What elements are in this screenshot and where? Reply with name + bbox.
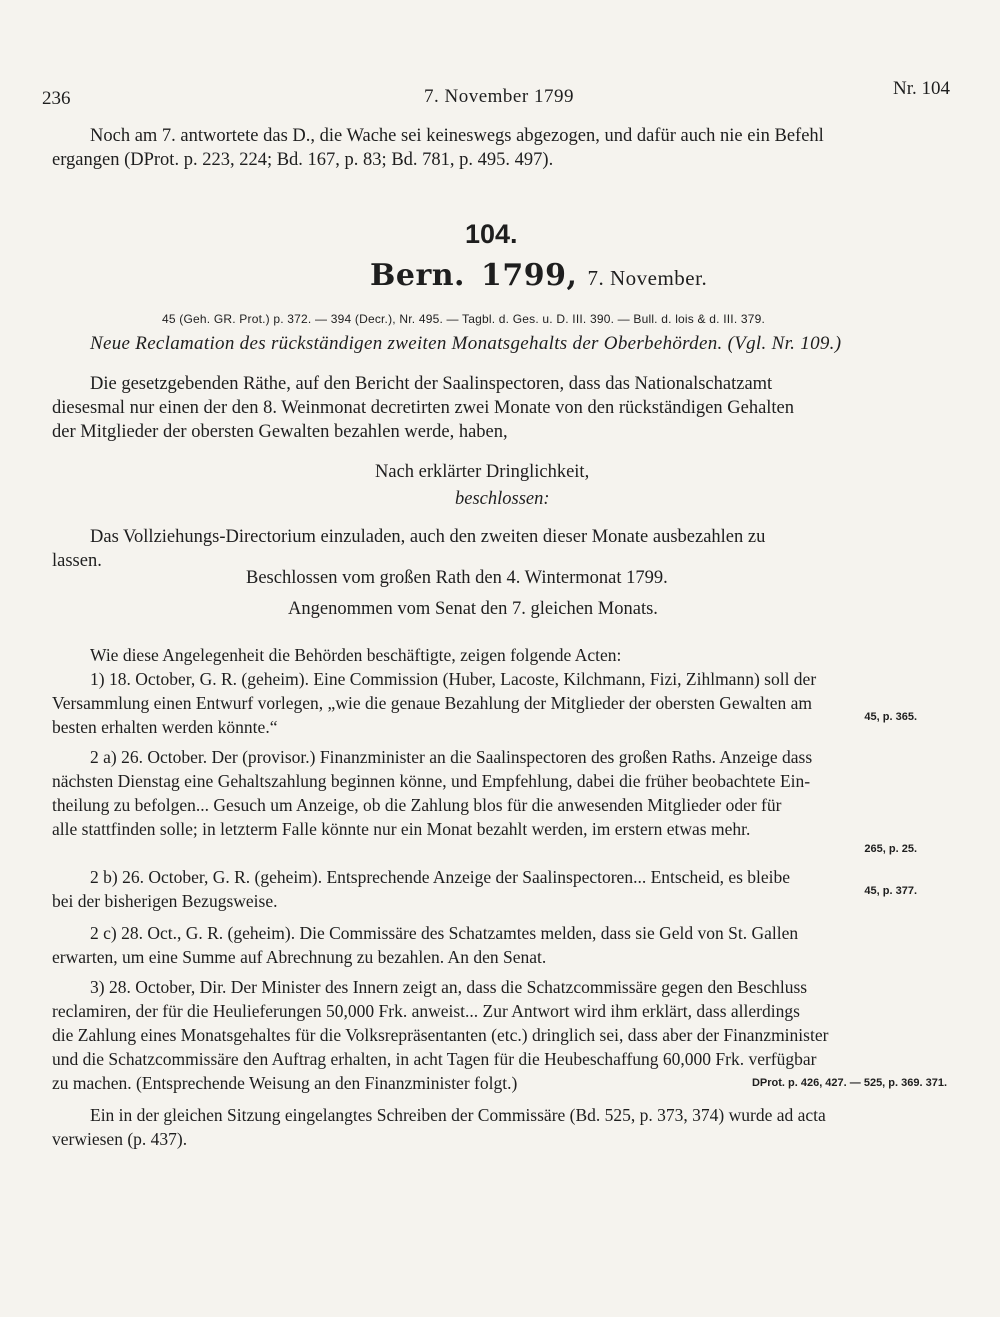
text-line: der Mitglieder der obersten Gewalten bezahlen werde, haben, [52,422,508,442]
section-place: Bern. [370,258,466,293]
archive-ref: 45, p. 365. [864,711,917,723]
source-references: 45 (Geh. GR. Prot.) p. 372. — 394 (Decr.), Nr. 495. — Tagbl. d. Ges. u. D. III. 390. — Bull. d. lois & d. III. 379. [162,312,766,326]
text-line: verwiesen (p. 437). [52,1129,188,1149]
text-line: diesesmal nur einen der den 8. Weinmonat decretirten zwei Monate von den rückständigen Gehalten [52,398,795,418]
section-subtitle: Neue Reclamation des rückständigen zweiten Monatsgehalts der Oberbehörden. (Vgl. Nr. 109.) [90,333,842,354]
intro-paragraph [52,124,957,172]
text-line-with-ref [52,885,957,913]
text-line: bei der bisherigen Bezugsweise. [52,891,278,911]
text-line: Die gesetzgebenden Räthe, auf den Bericht der Saalinspectoren, dass das Nationalschatzamt [90,374,773,394]
text-line: reclamiren, der für die Heulieferungen 50,000 Frk. anweist... Zur Antwort wird ihm erklärt, dass allerdings [52,1001,800,1021]
passed-senate: Angenommen vom Senat den 7. gleichen Monats. [288,599,658,619]
archive-ref: DProt. p. 426, 427. — 525, p. 369. 371. [751,1077,947,1089]
archive-ref: 265, p. 25. [864,843,917,855]
text-line-with-ref [52,1071,957,1095]
text-line: 3) 28. October, Dir. Der Minister des Innern zeigt an, dass die Schatzcommissäre gegen den Beschluss [90,977,808,997]
ref-line [52,841,957,855]
section-date: 7. November. [587,266,708,290]
text-line: theilung zu befolgen... Gesuch um Anzeige, ob die Zahlung blos für die anwesenden Mitglieder oder für [52,795,782,815]
text-line: alle stattfinden solle; in letzterm Falle könnte nur ein Monat bezahlt werden, im erstern etwas mehr. [52,819,751,839]
text-line: Versammlung einen Entwurf vorlegen, „wie die genaue Bezahlung der Mitglieder der obersten Gewalten am [52,693,813,713]
text-line: und die Schatzcommissäre den Auftrag erhalten, in acht Tagen für die Heubeschaffung 60,000 Frk. verfügbar [52,1049,817,1069]
page-number: 236 [42,88,71,109]
resolved-line: beschlossen: [455,489,550,509]
text-line-with-ref [52,711,957,739]
header-date: 7. November 1799 [424,86,574,107]
text-line: Ein in der gleichen Sitzung eingelangtes Schreiben der Commissäre (Bd. 525, p. 373, 374) wurde ad acta [90,1105,826,1125]
text-line: Das Vollziehungs-Directorium einzuladen, auch den zweiten dieser Monate ausbezahlen zu [90,527,766,547]
text-line: die Zahlung eines Monatsgehaltes für die Volksrepräsentanten (etc.) dringlich sei, dass aber der Finanzminister [52,1025,829,1045]
text-line: 2 b) 26. October, G. R. (geheim). Entsprechende Anzeige der Saalinspectoren... Entscheid, es bleibe [90,867,791,887]
text-line: zu machen. (Entsprechende Weisung an den Finanzminister folgt.) [52,1073,518,1093]
text-line: 2 c) 28. Oct., G. R. (geheim). Die Commissäre des Schatzamtes melden, dass sie Geld von St. Gallen [90,923,799,943]
text-line: 2 a) 26. October. Der (provisor.) Finanzminister an die Saalinspectoren des großen Raths. Anzeige dass [90,747,813,767]
acts-section [52,643,957,1151]
text-line: besten erhalten werden könnte.“ [52,717,278,737]
text-line: 1) 18. October, G. R. (geheim). Eine Commission (Huber, Lacoste, Kilchmann, Fizi, Zihlmann) soll der [90,669,817,689]
text-line: nächsten Dienstag eine Gehaltszahlung beginnen könne, und Empfehlung, dabei die früher beobachtete Ein- [52,771,811,791]
section-number: 104. [465,219,518,249]
text-line: ergangen (DProt. p. 223, 224; Bd. 167, p. 83; Bd. 781, p. 495. 497). [52,150,554,170]
text-line: erwarten, um eine Summe auf Abrechnung zu bezahlen. An den Senat. [52,947,547,967]
header-doc-number: Nr. 104 [893,78,950,99]
section-title [370,258,707,293]
decree-paragraph [52,372,957,444]
text-line: Noch am 7. antwortete das D., die Wache sei keineswegs abgezogen, und dafür auch nie ein Befehl [90,126,824,146]
passed-great-council: Beschlossen vom großen Rath den 4. Wintermonat 1799. [246,568,668,588]
acts-intro: Wie diese Angelegenheit die Behörden beschäftigte, zeigen folgende Acten: [90,645,622,665]
section-year: 1799, [481,258,578,293]
text-line: lassen. [52,551,102,571]
archive-ref: 45, p. 377. [864,885,917,897]
urgency-line: Nach erklärter Dringlichkeit, [375,462,590,482]
